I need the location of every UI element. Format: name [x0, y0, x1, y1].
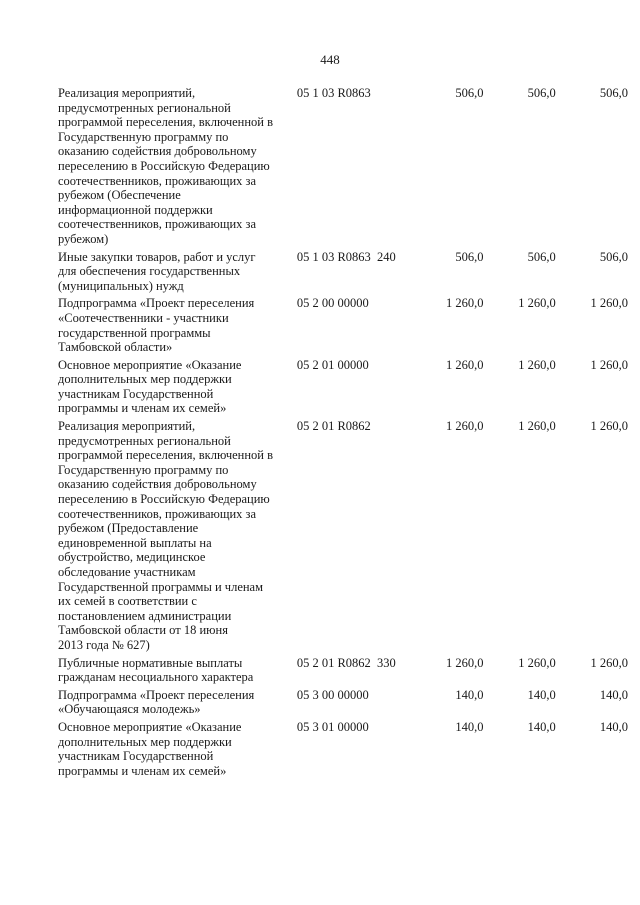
row-name-line: обследование участникам [58, 565, 196, 579]
row-value-3: 1 260,0 [590, 419, 628, 434]
row-name-line: Подпрограмма «Проект переселения [58, 687, 255, 702]
row-name-line: соотечественников, проживающих за [58, 217, 257, 232]
table-row [58, 293, 628, 354]
row-name [58, 653, 291, 685]
row-code: 05 1 03 R0863 240 [296, 249, 396, 264]
row-name-line: предусмотренных региональной [58, 100, 231, 115]
row-value-2: 1 260,0 [518, 419, 556, 434]
row-name-line: рубежом) [58, 231, 109, 246]
row-name-line: Основное мероприятие «Оказание [58, 357, 242, 372]
row-value-1: 140,0 [455, 719, 484, 734]
row-name-line: дополнительных мер поддержки [58, 734, 232, 749]
row-name-line: дополнительных мер поддержки [58, 372, 232, 387]
row-value-2: 140,0 [527, 687, 556, 702]
table-row [58, 416, 628, 653]
row-value-3: 1 260,0 [590, 296, 628, 311]
row-code: 05 2 01 R0862 [296, 419, 371, 434]
row-name-line: предусмотренных региональной [58, 433, 231, 448]
row-name-line: переселению в Российскую Федерацию [58, 492, 270, 507]
row-value-1: 1 260,0 [445, 296, 484, 311]
row-name-line: соотечественников, проживающих за [58, 506, 257, 521]
row-name [58, 416, 291, 653]
budget-table [58, 86, 628, 778]
row-code: 05 1 03 R0863 [296, 86, 371, 100]
row-value-3: 506,0 [599, 249, 628, 264]
row-name-line: программой переселения, включенной в [58, 115, 274, 130]
table-row [58, 355, 628, 416]
row-value-1: 1 260,0 [445, 357, 484, 372]
row-value-2: 1 260,0 [518, 357, 556, 372]
row-value-2: 140,0 [527, 719, 556, 734]
row-name-line: оказанию содействия добровольному [58, 144, 257, 159]
row-name-line: Основное мероприятие «Оказание [58, 719, 242, 734]
row-name-line: для обеспечения государственных [58, 264, 241, 279]
row-name-line: программой переселения, включенной в [58, 448, 274, 463]
row-name-line: рубежом (Предоставление [58, 521, 199, 536]
row-code: 05 3 01 00000 [296, 719, 369, 734]
row-value-1: 506,0 [455, 86, 484, 100]
row-name-line: переселению в Российскую Федерацию [58, 158, 270, 173]
row-name [58, 685, 291, 717]
row-value-3: 1 260,0 [590, 357, 628, 372]
row-value-3: 140,0 [599, 687, 628, 702]
row-value-1: 140,0 [455, 687, 484, 702]
row-name-line: Реализация мероприятий, [58, 419, 196, 434]
row-value-2: 506,0 [527, 249, 556, 264]
row-name-line: рубежом (Обеспечение [58, 188, 181, 203]
row-name-line: обустройство, медицинское [58, 550, 206, 565]
row-name-line: Государственную программу по [58, 129, 229, 144]
budget-table-body [58, 86, 628, 778]
row-name-line: соотечественников, проживающих за [58, 173, 257, 188]
row-name-line: Государственной программы и членам [58, 579, 264, 594]
row-name-line: «Обучающаяся молодежь» [58, 702, 201, 717]
row-value-3: 140,0 [599, 719, 628, 734]
row-name-line: 2013 года № 627) [58, 637, 150, 652]
row-name-line: их семей в соответствии с [58, 594, 197, 609]
row-value-3: 506,0 [599, 86, 628, 100]
row-value-1: 1 260,0 [445, 419, 484, 434]
table-row [58, 86, 628, 247]
row-value-2: 1 260,0 [518, 296, 556, 311]
row-name-line: государственной программы [58, 325, 211, 340]
row-value-3: 1 260,0 [590, 655, 628, 670]
table-row [58, 717, 628, 778]
row-name-line: Публичные нормативные выплаты [58, 655, 243, 670]
row-code: 05 2 00 00000 [296, 296, 369, 311]
row-name-line: Тамбовской области от 18 июня [58, 623, 228, 638]
row-code: 05 3 00 00000 [296, 687, 369, 702]
table-row [58, 653, 628, 685]
table-row [58, 247, 628, 294]
row-name-line: «Соотечественники - участники [58, 310, 229, 325]
row-name-line: гражданам несоциального характера [58, 670, 254, 685]
row-name-line: Тамбовской области» [58, 340, 173, 355]
row-name-line: Государственную программу по [58, 462, 229, 477]
row-name-line: Реализация мероприятий, [58, 86, 196, 100]
row-value-2: 1 260,0 [518, 655, 556, 670]
row-value-1: 506,0 [455, 249, 484, 264]
row-name-line: Иные закупки товаров, работ и услуг [58, 249, 256, 264]
row-value-2: 506,0 [527, 86, 556, 100]
row-name-line: участникам Государственной [58, 386, 214, 401]
row-name [58, 355, 291, 416]
table-row [58, 685, 628, 717]
row-name-line: оказанию содействия добровольному [58, 477, 257, 492]
row-name [58, 717, 291, 778]
row-name-line: участникам Государственной [58, 749, 214, 764]
row-name-line: программы и членам их семей» [58, 401, 227, 416]
row-name [58, 86, 291, 247]
row-name-line: единовременной выплаты на [58, 535, 212, 550]
row-name [58, 293, 291, 354]
row-code: 05 2 01 00000 [296, 357, 369, 372]
row-name-line: (муниципальных) нужд [58, 278, 184, 293]
row-name-line: информационной поддержки [58, 202, 213, 217]
row-name-line: Подпрограмма «Проект переселения [58, 296, 255, 311]
page-number: 448 [320, 52, 340, 67]
row-code: 05 2 01 R0862 330 [296, 655, 396, 670]
row-name-line: программы и членам их семей» [58, 763, 227, 778]
row-value-1: 1 260,0 [445, 655, 484, 670]
row-name [58, 247, 291, 294]
row-name-line: постановлением администрации [58, 608, 232, 623]
